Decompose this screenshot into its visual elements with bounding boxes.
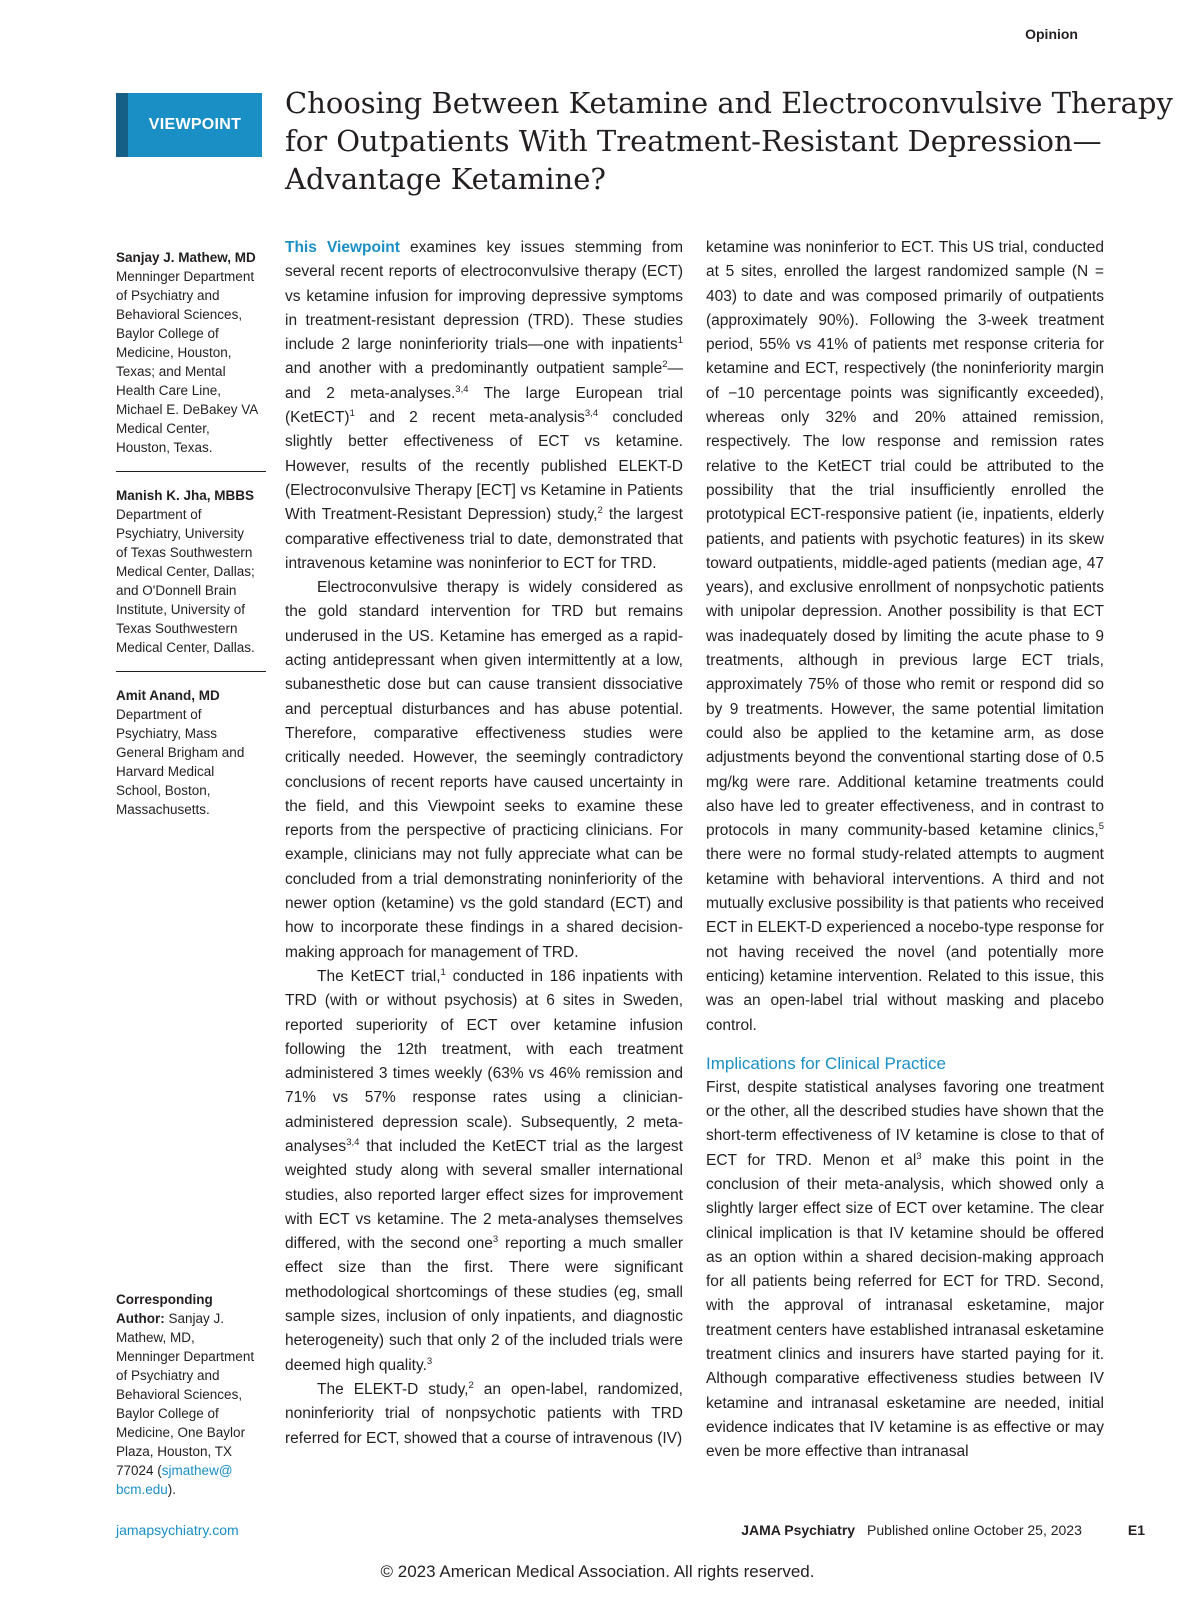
affiliation-line: Psychiatry, Mass — [116, 726, 218, 741]
affiliation-line: General Brigham and — [116, 745, 245, 760]
corresponding-line: Behavioral Sciences, — [116, 1387, 243, 1402]
affiliation-line: Baylor College of — [116, 326, 219, 341]
text-run: an open-label, randomized, noninferiority trial of nonpsychotic patients with TRD referred for ECT, showed that a course of intravenous (IV) — [285, 1380, 683, 1447]
citation: 2 — [597, 505, 603, 517]
paragraph-intro — [285, 236, 683, 576]
affiliation-line: and O'Donnell Brain — [116, 583, 237, 598]
text-run: The large European trial (KetECT) — [285, 384, 683, 427]
citation: 1 — [349, 407, 355, 419]
corresponding-line: of Psychiatry and — [116, 1368, 220, 1383]
text-run: the largest comparative effectiveness trial to date, demonstrated that intravenous ketamine was noninferior to ECT for TRD. — [285, 506, 683, 572]
affiliation-line: of Psychiatry and — [116, 288, 220, 303]
corresponding-suffix: ). — [167, 1482, 177, 1497]
citation: 2 — [468, 1379, 474, 1391]
paragraph-elektd — [285, 1378, 683, 1451]
copyright-notice: © 2023 American Medical Association. All rights reserved. — [380, 1562, 815, 1581]
corresponding-line — [116, 1309, 266, 1328]
corresponding-text: Sanjay J. — [168, 1311, 225, 1326]
citation: 3 — [916, 1150, 922, 1162]
affiliation-line: Psychiatry, University — [116, 526, 245, 541]
section-heading: Implications for Clinical Practice — [706, 1053, 946, 1073]
author-name: Manish K. Jha, MBBS — [116, 488, 255, 503]
author-divider — [116, 471, 266, 472]
author-block — [116, 248, 266, 457]
email-link[interactable]: sjmathew@ — [161, 1463, 233, 1478]
citation: 1 — [440, 966, 446, 978]
page-number: E1 — [1127, 1522, 1145, 1538]
author-sidebar — [116, 248, 266, 819]
author-divider — [116, 671, 266, 672]
citation: 3 — [492, 1234, 499, 1246]
text-run: reporting a much smaller effect size than the first. There were significant methodological shortcomings of these studies (eg, small sample sizes, inclusion of only inpatients, and diagnostic heterogeneity) such that only 2 of the included trials were deemed high quality. — [285, 1235, 684, 1374]
text-run: First, despite statistical analyses favoring one treatment or the other, all the described studies have shown that the short-term effectiveness of IV ketamine is close to that of ECT for TRD. Menon et al — [706, 1078, 1104, 1169]
text-run: and 2 recent meta-analysis — [354, 409, 585, 427]
citation: 3 — [426, 1355, 433, 1367]
journal-name: JAMA Psychiatry — [741, 1522, 856, 1538]
author-name: Amit Anand, MD — [116, 688, 220, 703]
text-run: there were no formal study-related attempts to augment ketamine with behavioral interventions. A third and not mutually exclusive possibility is that patients who received ECT in ELEKT-D experienced a nocebo-type response for not having received the novel (and potentially more enticing) ketamine intervention. Related to this issue, this was an open-label trial without masking and placebo control. — [706, 846, 1104, 1034]
viewpoint-badge: VIEWPOINT — [116, 93, 262, 157]
affiliation-line: Michael E. DeBakey VA — [116, 402, 259, 417]
corresponding-line: Menninger Department — [116, 1349, 255, 1364]
publication-date: Published online October 25, 2023 — [867, 1522, 1082, 1538]
affiliation-line: Harvard Medical — [116, 764, 215, 779]
corresponding-line — [116, 1461, 266, 1480]
citation: 3,4 — [346, 1136, 360, 1148]
corresponding-zip: 77024 ( — [116, 1463, 162, 1478]
affiliation-line: Menninger Department — [116, 269, 255, 284]
affiliation-line: Medical Center, Dallas; — [116, 564, 255, 579]
author-block — [116, 486, 266, 657]
citation: 3,4 — [455, 383, 469, 395]
text-run: make this point in the conclusion of their meta-analysis, which showed only a slightly larger effect size of ECT over ketamine. The clear clinical implication is that IV ketamine should be offered as an option within a shared decision-making approach for all patients being referred for ECT for TRD. Second, with the approval of intranasal esketamine, major treatment centers have established intranasal esketamine treatment clinics and insurers have started paying for it. Although comparative effectiveness studies between IV ketamine and intranasal esketamine are needed, initial evidence indicates that IV ketamine is as effective or may even be more effective than intranasal — [706, 1151, 1104, 1461]
title-line: Choosing Between Ketamine and Electroconvulsive Therapy — [285, 86, 1173, 120]
paragraph-ketect — [285, 965, 683, 1378]
citation: 2 — [662, 359, 668, 371]
affiliation-line: School, Boston, — [116, 783, 211, 798]
text-run: The KetECT trial, — [317, 967, 441, 985]
affiliation-line: Medical Center, — [116, 421, 210, 436]
title-line: Advantage Ketamine? — [285, 162, 606, 196]
affiliation-line: Massachusetts. — [116, 802, 210, 817]
author-name: Sanjay J. Mathew, MD — [116, 250, 256, 265]
text-run: examines key issues stemming from several recent reports of electroconvulsive therapy (ECT) vs ketamine infusion for improving depressive symptoms in treatment-resistant depression (TRD). These studies include 2 large noninferiority trials—one with inpatients — [285, 239, 683, 354]
footer-publication-info — [741, 1522, 1145, 1538]
author-block — [116, 686, 266, 819]
paragraph-elektd-cont — [706, 236, 1104, 1038]
affiliation-line: Medicine, Houston, — [116, 345, 232, 360]
text-run: and another with a predominantly outpatient sample — [285, 360, 663, 378]
affiliation-line: Department of — [116, 507, 202, 522]
paragraph-implications — [706, 1076, 1104, 1465]
affiliation-line: Department of — [116, 707, 202, 722]
affiliation-line: Medical Center, Dallas. — [116, 640, 255, 655]
article-title — [285, 84, 1173, 198]
corresponding-label: Corresponding — [116, 1292, 213, 1307]
page-footer — [116, 1522, 1145, 1542]
corresponding-label-author: Author: — [116, 1311, 165, 1326]
affiliation-line: Texas Southwestern — [116, 621, 238, 636]
body-column-right — [706, 236, 1104, 1465]
affiliation-line: Institute, University of — [116, 602, 246, 617]
title-line: for Outpatients With Treatment-Resistant Depression— — [285, 124, 1102, 158]
citation: 5 — [1098, 820, 1104, 832]
journal-website-link[interactable]: jamapsychiatry.com — [116, 1522, 239, 1538]
corresponding-author-block — [116, 1290, 266, 1499]
text-run: —and 2 meta-analyses. — [285, 360, 683, 402]
text-run: that included the KetECT trial as the largest weighted study along with several smaller international studies, also reported larger effect sizes for improvement with ECT vs ketamine. The 2 meta-analyses themselves differed, with the second one — [285, 1137, 683, 1253]
text-run: The ELEKT-D study, — [317, 1380, 469, 1398]
affiliation-line: of Texas Southwestern — [116, 545, 253, 560]
paragraph-ect: Electroconvulsive therapy is widely considered as the gold standard intervention for TRD but remains underused in the US. Ketamine has emerged as a rapid-acting antidepressant when given intermittently at a low, subanesthetic dose but can cause transient dissociative and perceptual disturbances and has abuse potential. Therefore, comparative effectiveness studies were critically needed. However, the seemingly contradictory conclusions of recent reports have caused uncertainty in the field, and this Viewpoint seeks to examine these reports from the perspective of practicing clinicians. For example, clinicians may not fully appreciate what can be concluded from a trial demonstrating noninferiority of the newer option (ketamine) vs the gold standard (ECT) and how to incorporate these findings in a shared decision-making approach for management of TRD. — [285, 579, 683, 961]
affiliation-line: Health Care Line, — [116, 383, 222, 398]
body-column-left — [285, 236, 683, 1451]
lead-in: This Viewpoint — [285, 239, 400, 256]
corresponding-line: Plaza, Houston, TX — [116, 1444, 233, 1459]
citation: 1 — [677, 335, 683, 347]
affiliation-line: Texas; and Mental — [116, 364, 226, 379]
affiliation-line: Houston, Texas. — [116, 440, 213, 455]
text-run: conducted in 186 inpatients with TRD (with or without psychosis) at 6 sites in Sweden, reported superiority of ECT over ketamine infusion following the 12th treatment, with each treatment administered 3 times weekly (63% vs 46% remission and 71% vs 57% response rates using a clinician-administered depression scale). Subsequently, 2 meta-analyses — [285, 967, 684, 1155]
text-run: concluded slightly better effectiveness of ECT vs ketamine. However, results of the recently published ELEKT-D (Electroconvulsive Therapy [ECT] vs Ketamine in Patients With Treatment-Resistant Depression) study, — [285, 409, 683, 524]
corresponding-line: Medicine, One Baylor — [116, 1425, 246, 1440]
corresponding-line: Mathew, MD, — [116, 1330, 195, 1345]
affiliation-line: Behavioral Sciences, — [116, 307, 243, 322]
section-label: Opinion — [1025, 26, 1078, 42]
email-link-domain[interactable]: bcm.edu — [116, 1482, 168, 1497]
text-run: ketamine was noninferior to ECT. This US trial, conducted at 5 sites, enrolled the largest randomized sample (N = 403) to date and was composed primarily of outpatients (approximately 90%). Following the 3-week treatment period, 55% vs 41% of patients met response criteria for ketamine and ECT, respectively (the noninferiority margin of −10 percentage points was significantly exceeded), whereas only 32% and 20% attained remission, respectively. The low response and remission rates relative to the KetECT trial could be attributed to the possibility that the trial insufficiently enrolled the prototypical ECT-responsive patient (ie, inpatients, elderly patients, and patients with psychotic features) in its skew toward outpatients, middle-aged patients (median age, 47 years), and exclusive enrollment of nonpsychotic patients with unipolar depression. Another possibility is that ECT was inadequately dosed by limiting the acute phase to 9 treatments, although in previous large ECT trials, approximately 75% of those who remit or respond did so by 9 treatments. However, the same potential limitation could also be applied to the ketamine arm, as dose adjustments beyond the conventional starting dose of 0.5 mg/kg were rare. Additional ketamine treatments could also have led to greater effectiveness, and in contrast to protocols in many community-based ketamine clinics, — [706, 239, 1104, 840]
corresponding-line — [116, 1480, 266, 1499]
citation: 3,4 — [584, 407, 599, 419]
corresponding-line: Baylor College of — [116, 1406, 219, 1421]
